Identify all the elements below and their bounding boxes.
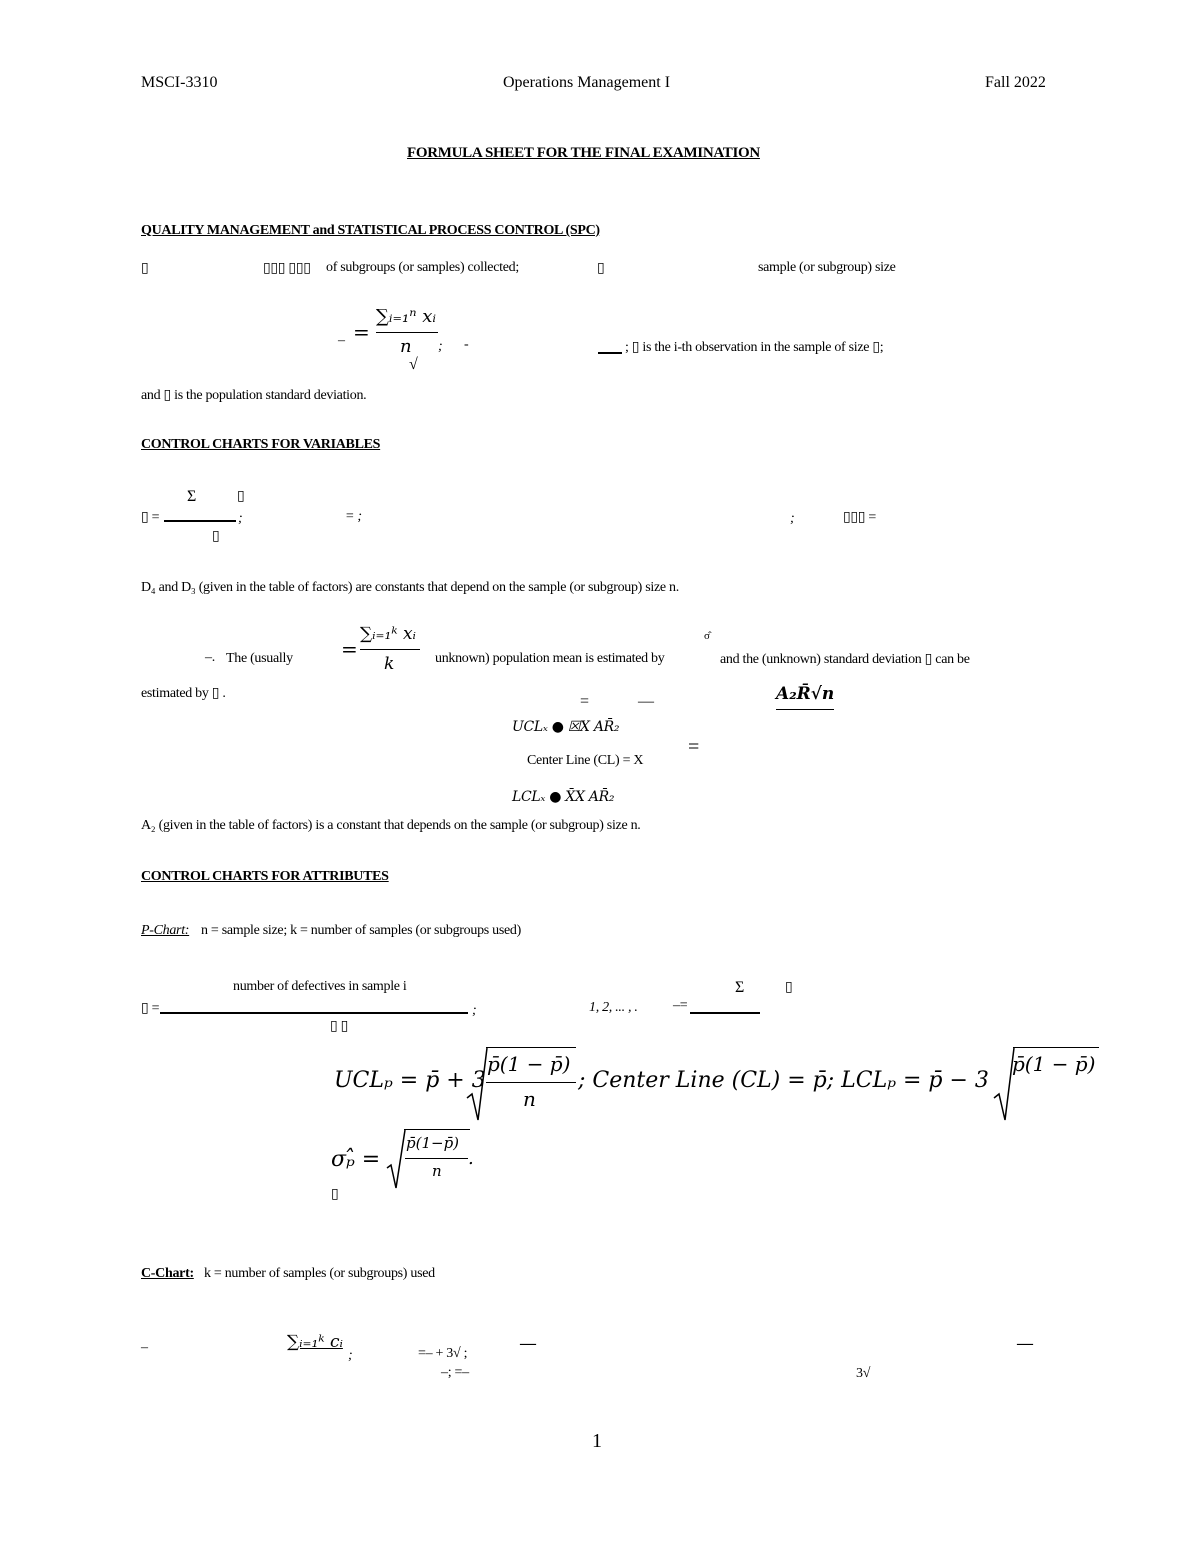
lcl-x-formula: LCLₓ ● X̄X AR̄₂: [512, 789, 615, 805]
estimated-by-text: estimated by ▯ .: [141, 686, 226, 701]
blank-line: [598, 352, 622, 354]
sigma-p-numerator: p̄(1−p̄): [406, 1134, 460, 1152]
double-equals: =: [688, 736, 699, 758]
course-title: Operations Management I: [503, 74, 671, 91]
ucl-c-formula: =– + 3√ ;: [418, 1346, 468, 1361]
sample-size-text: sample (or subgroup) size: [758, 260, 896, 275]
sigma-p-denominator: n: [432, 1162, 442, 1180]
bar-dot: –.: [205, 650, 215, 665]
fraction-bar: [405, 1158, 468, 1159]
fraction-bar: [360, 649, 420, 650]
single-bar: —: [638, 693, 654, 710]
cbar-dash: –: [141, 1340, 148, 1355]
lcl-p-numerator: p̄(1 − p̄): [1012, 1052, 1096, 1076]
course-code: MSCI-3310: [141, 74, 218, 91]
ucl-p-denominator: n: [523, 1087, 536, 1111]
cchart-label: C-Chart:: [141, 1266, 194, 1281]
placeholder-glyph: ▯: [597, 261, 605, 276]
page-number: 1: [592, 1430, 602, 1452]
term: Fall 2022: [985, 74, 1046, 91]
defectives-numerator: number of defectives in sample i: [233, 979, 407, 994]
radical-overline: [1013, 1047, 1099, 1048]
center-lcl-p-formula: ; Center Line (CL) = p̄; LCLₚ = p̄ − 3: [578, 1068, 989, 1093]
semicolon: ;: [238, 511, 243, 526]
p-lhs: ▯ =: [141, 1001, 160, 1016]
ucl-p-formula: UCLₚ = p̄ + 3: [334, 1068, 486, 1093]
std-dev-text: and the (unknown) standard deviation ▯ can be: [720, 652, 970, 667]
xbar-equals: =: [341, 637, 358, 661]
sqrt-sign: √: [409, 356, 418, 373]
center-c-formula: –; =–: [441, 1365, 469, 1380]
xbar-numerator: ∑ᵢ₌₁ᵏ xᵢ: [360, 624, 416, 644]
bar-mark: —: [520, 1335, 536, 1352]
semicolon: ;: [472, 1003, 477, 1018]
placeholder-glyph: ▯▯▯ ▯▯▯: [263, 261, 311, 276]
radical-sign: [466, 1046, 488, 1122]
sigma-hat: σ̂: [704, 630, 710, 642]
lcl-c-formula: 3√: [856, 1366, 871, 1381]
variables-heading: CONTROL CHARTS FOR VARIABLES: [141, 437, 381, 452]
denominator-glyph: ▯: [212, 529, 220, 544]
doc-title: FORMULA SHEET FOR THE FINAL EXAMINATION: [407, 145, 760, 161]
ucl-x-formula: UCLₓ ● ☒X AR̄₂: [512, 719, 620, 735]
radical-sign: [386, 1128, 406, 1190]
subgroups-text: of subgroups (or samples) collected;: [326, 260, 519, 275]
mean-bar: –: [338, 333, 345, 348]
radical-overline: [404, 1129, 470, 1130]
a2-expression: A₂R̄√n: [776, 684, 835, 704]
a2-note: A₂ (given in the table of factors) is a constant that depends on the sample (or subgroup) size n.: [141, 818, 641, 833]
double-bar: =: [580, 693, 589, 710]
period: .: [468, 1148, 474, 1169]
pchart-description: n = sample size; k = number of samples (or subgroups used): [201, 923, 521, 938]
fraction-bar: [486, 1082, 576, 1083]
ucl-p-numerator: p̄(1 − p̄): [487, 1052, 571, 1076]
c-sum: ∑ᵢ₌₁ᵏ cᵢ: [287, 1332, 343, 1352]
cchart-description: k = number of samples (or subgroups) used: [204, 1266, 435, 1281]
semicolon: ;: [348, 1348, 353, 1363]
equals-semicolon: = ;: [345, 509, 362, 524]
pchart-label: P-Chart:: [141, 923, 190, 938]
mean-denominator: n: [400, 336, 412, 357]
expression-underline: [776, 709, 834, 710]
mean-numerator: ∑ᵢ₌₁ⁿ xᵢ: [376, 306, 436, 327]
lcl-r-lhs: ▯▯▯ =: [843, 510, 877, 525]
placeholder-glyph: ▯: [785, 980, 793, 995]
unknown-text: unknown) population mean is estimated by: [435, 651, 665, 666]
observation-text: ; ▯ is the i-th observation in the sample of size ▯;: [625, 340, 884, 355]
placeholder-glyph: ▯: [237, 489, 245, 504]
denominator-glyphs: ▯ ▯: [330, 1019, 349, 1034]
bar-mark: —: [1017, 1335, 1033, 1352]
fraction-bar: [164, 520, 236, 522]
placeholder-glyph: ▯: [331, 1187, 339, 1202]
fraction-bar: [690, 1012, 760, 1014]
sigma-p-lhs: σₚ̂ =: [331, 1147, 381, 1172]
population-text: and ▯ is the population standard deviation.: [141, 388, 367, 403]
d-constants-text: D₄ and D₃ (given in the table of factors) are constants that depend on the sample (or subgroup) size n.: [141, 580, 679, 595]
mean-equals: =: [353, 320, 370, 344]
center-line-x: Center Line (CL) = X: [527, 753, 644, 768]
semicolon: ;: [790, 511, 795, 526]
placeholder-glyph: ▯: [141, 261, 149, 276]
attributes-heading: CONTROL CHARTS FOR ATTRIBUTES: [141, 869, 389, 884]
semicolon: ;: [438, 339, 443, 354]
quality-heading: QUALITY MANAGEMENT and STATISTICAL PROCESS CONTROL (SPC): [141, 223, 600, 238]
rbar-lhs: ▯ =: [141, 510, 160, 525]
dash: -: [464, 337, 469, 352]
pbar-lhs: –=: [673, 998, 688, 1013]
sigma-symbol: Σ: [187, 488, 197, 505]
index-range: 1, 2, ... , .: [589, 1000, 638, 1015]
xbar-denominator: k: [384, 654, 395, 674]
usually-text: The (usually: [226, 651, 293, 666]
sigma-symbol: Σ: [735, 979, 745, 996]
radical-overline: [486, 1047, 576, 1048]
fraction-bar: [376, 332, 438, 333]
fraction-bar: [160, 1012, 468, 1014]
